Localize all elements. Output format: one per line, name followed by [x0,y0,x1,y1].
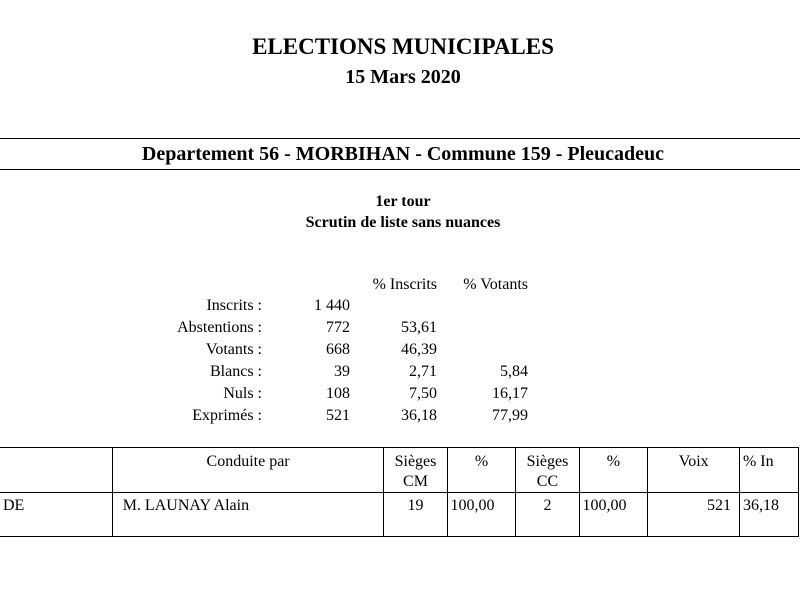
stat-pct-votants: 16,17 [492,385,528,402]
stat-pct-votants: 5,84 [500,363,528,380]
col-header-pct-votants: % Votants [463,276,528,293]
stat-value: 39 [334,363,350,380]
header-sieges-cc-line2: CC [536,473,559,490]
round-label: 1er tour [375,193,431,210]
stat-pct-votants: 77,99 [492,407,528,424]
cell-sieges-cm: 19 [384,493,447,537]
stat-pct-inscrits: 7,50 [409,385,437,402]
results-table [0,447,799,537]
header-sieges-cm [384,448,447,493]
header-sieges-cc-line1: Sièges [526,453,569,470]
stat-label: Votants : [205,341,262,358]
page-title: ELECTIONS MUNICIPALES [252,34,554,59]
stat-pct-inscrits: 2,71 [409,363,437,380]
cell-pct-cm: 100,00 [447,493,516,537]
cell-liste: DE [0,493,112,537]
department-commune-line: Departement 56 - MORBIHAN - Commune 159 - Pleucadeuc [141,143,665,165]
cell-voix: 521 [648,493,740,537]
stat-value: 521 [326,407,350,424]
stat-label: Nuls : [223,385,262,402]
header-sieges-cm-line1: Sièges [394,453,437,470]
header-sieges-cm-line2: CM [403,473,428,490]
header-conduite-par: Conduite par [112,448,384,493]
stat-value: 668 [326,341,350,358]
cell-pct-cc: 100,00 [579,493,648,537]
scrutin-type: Scrutin de liste sans nuances [305,214,501,231]
header-pct-inscrits: % In [739,448,798,493]
stat-value: 772 [326,319,350,336]
stat-label: Blancs : [210,363,262,380]
stat-value: 1 440 [314,297,350,314]
stat-pct-inscrits: 46,39 [401,341,437,358]
results-header-row [0,448,799,493]
header-voix: Voix [648,448,740,493]
stat-label: Inscrits : [206,297,262,314]
table-row [0,493,799,537]
stat-value: 108 [326,385,350,402]
header-sieges-cc [516,448,579,493]
header-liste [0,448,112,493]
cell-pct-inscrits: 36,18 [739,493,798,537]
stat-pct-inscrits: 36,18 [401,407,437,424]
col-header-pct-inscrits: % Inscrits [372,276,437,293]
stat-pct-inscrits: 53,61 [401,319,437,336]
header-pct-cc: % [579,448,648,493]
stat-label: Abstentions : [177,319,262,336]
cell-conduite-par: M. LAUNAY Alain [112,493,384,537]
election-date: 15 Mars 2020 [345,66,461,88]
header-pct-cm: % [447,448,516,493]
stat-label: Exprimés : [192,407,262,424]
cell-sieges-cc: 2 [516,493,579,537]
